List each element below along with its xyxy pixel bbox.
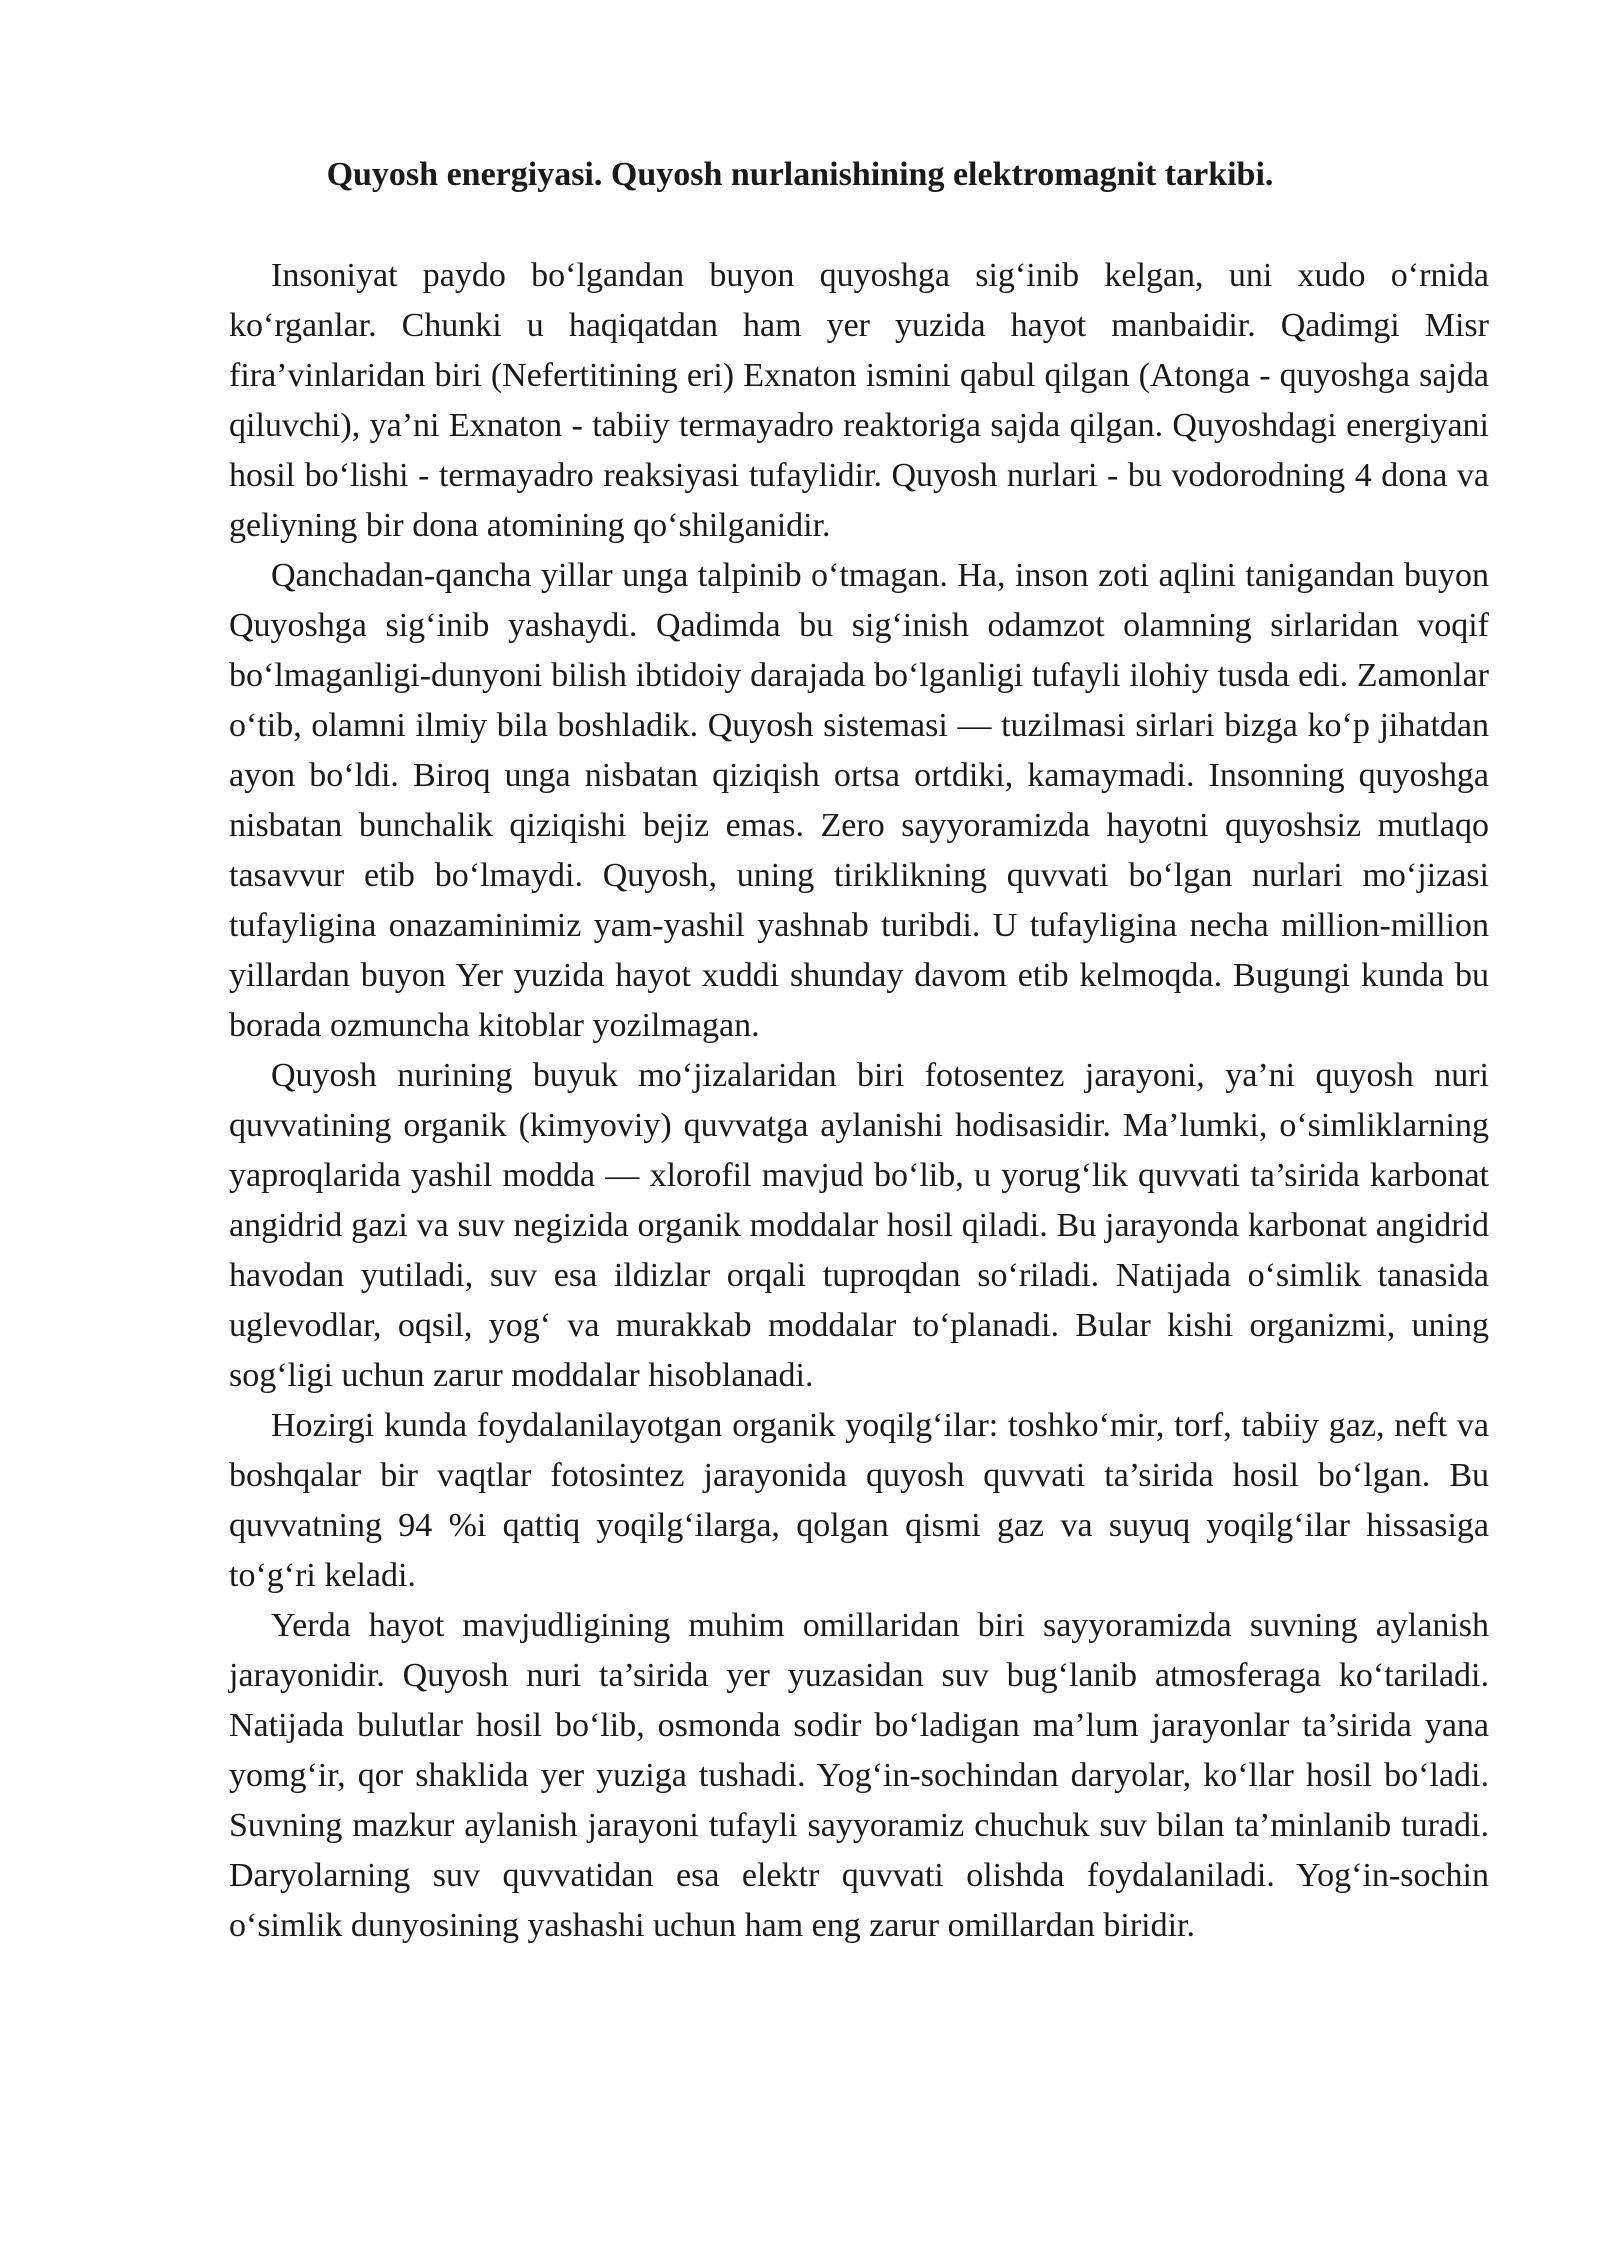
paragraph: Qanchadan-qancha yillar unga talpinib o‘tmagan. Ha, inson zoti aqlini tanigandan buyon Quyoshga sig‘inib yashaydi. Qadimda bu sig‘inish odamzot olamning sirlaridan voqif bo‘lmaganligi-dunyoni bilish ibtidoiy darajada bo‘lganligi tufayli ilohiy tusda edi. Zamonlar o‘tib, olamni ilmiy bila boshladik. Quyosh sistemasi — tuzilmasi sirlari bizga ko‘p jihatdan ayon bo‘ldi. Biroq unga nisbatan qiziqish ortsa ortdiki, kamaymadi. Insonning quyoshga nisbatan bunchalik qiziqishi bejiz emas. Zero sayyoramizda hayotni quyoshsiz mutlaqo tasavvur etib bo‘lmaydi. Quyosh, uning tiriklikning quvvati bo‘lgan nurlari mo‘jizasi tufayligina onazaminimiz yam-yashil yashnab turibdi. U tufayligina necha million-million yillardan buyon Yer yuzida hayot xuddi shunday davom etib kelmoqda. Bugungi kunda bu borada ozmuncha kitoblar yozilmagan. [229,557,1489,1044]
paragraph: Yerda hayot mavjudligining muhim omillaridan biri sayyoramizda suvning aylanish jarayonidir. Quyosh nuri ta’sirida yer yuzasidan suv bug‘lanib atmosferaga ko‘tariladi. Natijada bulutlar hosil bo‘lib, osmonda sodir bo‘ladigan ma’lum jarayonlar ta’sirida yana yomg‘ir, qor shaklida yer yuziga tushadi. Yog‘in-sochindan daryolar, ko‘llar hosil bo‘ladi. Suvning mazkur aylanish jarayoni tufayli sayyoramiz chuchuk suv bilan ta’minlanib turadi. Daryolarning suv quvvatidan esa elektr quvvati olishda foydalaniladi. Yog‘in-sochin o‘simlik dunyosining yashashi uchun ham eng zarur omillardan biridir. [229,1607,1489,1944]
paragraph: Quyosh nurining buyuk mo‘jizalaridan biri fotosentez jarayoni, ya’ni quyosh nuri quvvatining organik (kimyoviy) quvvatga aylanishi hodisasidir. Ma’lumki, o‘simliklarning yaproqlarida yashil modda — xlorofil mavjud bo‘lib, u yorug‘lik quvvati ta’sirida karbonat angidrid gazi va suv negizida organik moddalar hosil qiladi. Bu jarayonda karbonat angidrid havodan yutiladi, suv esa ildizlar orqali tuproqdan so‘riladi. Natijada o‘simlik tanasida uglevodlar, oqsil, yog‘ va murakkab moddalar to‘planadi. Bular kishi organizmi, uning sog‘ligi uchun zarur moddalar hisoblanadi. [229,1057,1489,1394]
document-body [229,251,1489,1951]
paragraph: Insoniyat paydo bo‘lgandan buyon quyoshga sig‘inib kelgan, uni xudo o‘rnida ko‘rganlar. Chunki u haqiqatdan ham yer yuzida hayot manbaidir. Qadimgi Misr fira’vinlaridan biri (Nefertitining eri) Exnaton ismini qabul qilgan (Atonga - quyoshga sajda qiluvchi), ya’ni Exnaton - tabiiy termayadro reaktoriga sajda qilgan. Quyoshdagi energiyani hosil bo‘lishi - termayadro reaksiyasi tufaylidir. Quyosh nurlari - bu vodorodning 4 dona va geliyning bir dona atomining qo‘shilganidir. [229,257,1489,544]
paragraph: Hozirgi kunda foydalanilayotgan organik yoqilg‘ilar: toshko‘mir, torf, tabiiy gaz, neft va boshqalar bir vaqtlar fotosintez jarayonida quyosh quvvati ta’sirida hosil bo‘lgan. Bu quvvatning 94 %i qattiq yoqilg‘ilarga, qolgan qismi gaz va suyuq yoqilg‘ilar hissasiga to‘g‘ri keladi. [229,1407,1489,1594]
document-title: Quyosh energiyasi. Quyosh nurlanishining elektromagnit tarkibi. [326,156,1274,193]
